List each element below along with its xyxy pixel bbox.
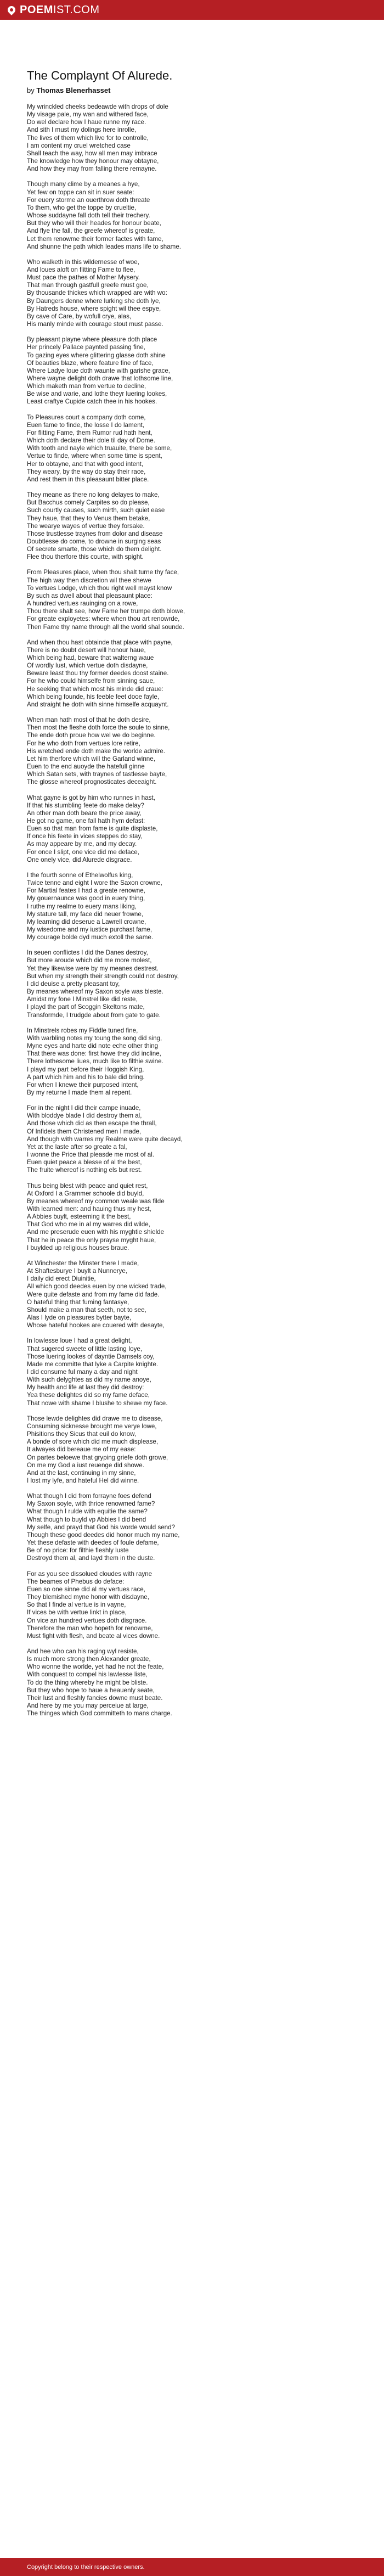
poem-line: Where wayne delight doth drawe that lothsome line,	[27, 375, 173, 382]
poem-line: Her to obtayne, and that with good intent,	[27, 460, 144, 468]
poem-line: Thus being blest with peace and quiet rest,	[27, 1182, 148, 1189]
poem-line: I playd my part before their Hoggish King,	[27, 1065, 144, 1073]
poem-line: But they who hope to haue a heauenly seate,	[27, 1686, 155, 1694]
poem-line: In lowlesse loue I had a great delight,	[27, 1337, 132, 1345]
poem-line: Then Fame thy name through all the world shal sounde.	[27, 623, 184, 631]
poem-line: My Saxon soyle, with thrice renowmed fame?	[27, 1500, 155, 1508]
poem-line: Least craftye Cupide catch thee in his hookes.	[27, 398, 157, 406]
poem-title: The Complaynt Of Alurede.	[27, 69, 173, 82]
poem-line: Must fight with flesh, and beate al vices downe.	[27, 1632, 160, 1640]
poem-line: By my returne I made them al repent.	[27, 1088, 132, 1096]
poem-line: Shall teach the way, how all men may imbrace	[27, 149, 157, 157]
poem-stanza	[27, 491, 356, 561]
poem-line: Let him therfore which will the Garland winne,	[27, 755, 155, 762]
poem-line: And flye the fall, the greefe whereof is greate,	[27, 227, 155, 235]
poem-line: At Winchester the Minster there I made,	[27, 1259, 139, 1267]
poem-line: Though many clime by a meanes a hye,	[27, 181, 140, 188]
poem-line: By meanes whereof my common weale was filde	[27, 1197, 165, 1205]
poem-line: On me my God a iust reuenge did showe.	[27, 1461, 144, 1469]
poem-line: Yet few on toppe can sit in suer seate:	[27, 188, 134, 196]
poem-line: Those lewde delightes did drawe me to disease,	[27, 1415, 163, 1422]
poem-line: Euen quiet peace a blesse of al the best,	[27, 1159, 142, 1166]
poem-line: They meane as there no long delayes to make,	[27, 491, 160, 499]
poem-line: There lothesome liues, much like to filthie swine.	[27, 1058, 163, 1065]
poem-line: With warbling notes my toung the song did sing,	[27, 1034, 162, 1042]
poem-line: A hundred vertues rauinging on a rowe,	[27, 600, 138, 608]
poem-stanza	[27, 1570, 356, 1640]
poem-line: My selfe, and prayd that God his worde would send?	[27, 1523, 176, 1531]
poem-line: It alwayes did bereaue me of my ease:	[27, 1446, 136, 1453]
poem-line: At Oxford I a Grammer schoole did buyld,	[27, 1189, 144, 1197]
poem-line: And sith I must my dolings here inrolle,	[27, 126, 137, 134]
poem-stanza	[27, 1337, 356, 1407]
poem-line: And here by me you may perceiue at large,	[27, 1702, 149, 1710]
poem-content	[27, 69, 356, 1725]
poem-line: And when thou hast obtainde that place with payne,	[27, 638, 173, 646]
poem-line: Those trustlesse traynes from dolor and disease	[27, 530, 163, 537]
poem-line: Which Satan sets, with traynes of tastlesse bayte,	[27, 771, 167, 778]
poem-line: Be wise and warie, and lothe theyr luering lookes,	[27, 390, 167, 398]
poem-line: Phisitions they Sicus that euil do know,	[27, 1430, 137, 1438]
poem-line: Of secrete smarte, those which do them delight.	[27, 546, 162, 553]
poem-line: Which maketh man from vertue to decline,	[27, 383, 146, 390]
poem-line: I daily did erect Diuinitie,	[27, 1275, 96, 1283]
poem-stanza	[27, 181, 356, 250]
poem-line: With bloddye blade I did destroy them al,	[27, 1112, 142, 1120]
poem-line: Their lust and fleshly fancies downe must beate.	[27, 1694, 163, 1702]
poem-line: Vertue to finde, where when some time is spent,	[27, 452, 162, 460]
poem-line: For as you see dissolued cloudes with rayne	[27, 1570, 153, 1578]
poem-line: Therefore the man who hopeth for renowme,	[27, 1624, 153, 1632]
poem-line: Do wel declare how I haue runne my race.	[27, 119, 146, 126]
poem-author[interactable]: Thomas Blenerhasset	[36, 86, 111, 94]
poem-line: But they who will their heades for honour beate,	[27, 220, 161, 227]
copyright-text: Copyright belong to their respective owners.	[27, 2563, 145, 2571]
poem-line: By thousande thickes which wrapped are with wo:	[27, 289, 167, 297]
poem-line: Let them renowme their former factes with fame,	[27, 235, 163, 243]
poem-line: Whose hateful hookes are couered with desayte,	[27, 1322, 165, 1329]
poem-line: For greate exployetes: where when thou art renowrde,	[27, 615, 180, 623]
poem-line: Of Infidels them Christened men I made,	[27, 1127, 142, 1135]
poem-line: And though with warres my Realme were quite decayd,	[27, 1135, 183, 1143]
map-pin-icon	[6, 4, 17, 15]
poem-line: Then most the fleshe doth force the soule to sinne,	[27, 724, 170, 732]
poem-line: And how they may from falling there remayne.	[27, 165, 157, 173]
poem-line: They weary, by the way do stay their race,	[27, 468, 146, 475]
poem-stanza	[27, 1104, 356, 1174]
poem-line: For once I slipt, one vice did me deface,	[27, 848, 139, 856]
poem-line: They haue, that they to Venus them betake,	[27, 514, 150, 522]
poem-line: All which good deedes euen by one wicked trade,	[27, 1283, 167, 1290]
poem-line: I lost my lyfe, and hateful Hel did winne.	[27, 1477, 139, 1484]
poem-stanza	[27, 872, 356, 941]
poem-line: I am content my cruel wretched case	[27, 142, 131, 149]
poem-line: What gayne is got by him who runnes in hast,	[27, 794, 155, 801]
poem-line: Transformde, I trudgde about from gate to gate.	[27, 1011, 161, 1019]
poem-line: O hateful thing that fuming fantasye,	[27, 1298, 129, 1306]
poem-line: Is much more strong then Alexander greate,	[27, 1655, 151, 1663]
poem-line: Whose suddayne fall doth tell their trechery.	[27, 212, 150, 220]
poem-line: With learned men: and hauing thus my hest,	[27, 1205, 151, 1213]
poem-line: Euen fame to finde, the losse I do lament,	[27, 421, 144, 429]
poem-line: My learning did deserue a Lawrell crowne,	[27, 918, 146, 925]
poem-line: On partes beloewe that gryping griefe doth growe,	[27, 1453, 168, 1461]
poem-line: Thou there shalt see, how Fame her trumpe doth blowe,	[27, 608, 185, 615]
poem-line: An other man doth beare the price away,	[27, 809, 142, 817]
poem-line: As may appeare by me, and my decay.	[27, 840, 137, 848]
poem-body	[27, 103, 356, 1718]
poem-line: My courage bolde dyd much extoll the same.	[27, 934, 154, 941]
site-footer	[0, 2558, 384, 2576]
poem-line: Who walketh in this wildernesse of woe,	[27, 258, 139, 266]
poem-line: What though I did from forrayne foes defend	[27, 1492, 151, 1500]
poem-line: The beames of Phebus do deface:	[27, 1578, 125, 1585]
poem-stanza	[27, 103, 356, 173]
poem-line: Euen to the end auoyde the hatefull ginne	[27, 763, 145, 771]
poem-line: And me preserude euen with his myghtie shielde	[27, 1228, 165, 1236]
poem-line: He got no game, one fall hath hym defast:	[27, 817, 145, 824]
poem-line: Made me committe that lyke a Carpite knighte.	[27, 1360, 159, 1368]
poem-line: The wearye wayes of vertue they forsake.	[27, 522, 145, 530]
poem-line: If that his stumbling feete do make delay?	[27, 801, 144, 809]
poem-line: With tooth and nayle which truauite, there be some,	[27, 445, 172, 452]
poem-line: There is no doubt desert will honour haue,	[27, 646, 146, 654]
poem-stanza	[27, 1027, 356, 1097]
poem-line: He seeking that which most his minde did craue:	[27, 685, 163, 693]
poem-line: By Hatreds house, where spight wil thee espye,	[27, 305, 161, 312]
poem-stanza	[27, 1415, 356, 1485]
poem-line: My gouernaunce was good in euery thing,	[27, 895, 145, 902]
poem-line: For when I knewe their purposed intent,	[27, 1081, 139, 1088]
poem-line: To gazing eyes where glittering glasse doth shine	[27, 351, 166, 359]
poem-stanza	[27, 1492, 356, 1562]
poem-stanza	[27, 1182, 356, 1252]
poem-line: So that I finde al vertue is in vayne,	[27, 1601, 126, 1609]
poem-line: Euen so one sinne did al my vertues race,	[27, 1585, 145, 1593]
byline-prefix: by	[27, 86, 35, 94]
poem-line: And loues aloft on flitting Fame to flee,	[27, 266, 135, 273]
poem-line: The fruite whereof is nothing els but rest.	[27, 1166, 142, 1174]
poem-line: I buylded up religious houses braue.	[27, 1244, 129, 1251]
poem-line: With conquest to compel his lawlesse liste,	[27, 1671, 148, 1679]
poem-line: Who wonne the worlde, yet had he not the feate,	[27, 1663, 164, 1671]
poem-line: And shunne the path which leades mans life to shame.	[27, 243, 182, 250]
poem-stanza	[27, 949, 356, 1019]
poem-line: His manly minde with courage stout must passe.	[27, 321, 163, 328]
poem-line: Doubtlesse do come, to drowne in surging seas	[27, 537, 161, 545]
poem-line: His wretched ende doth make the worlde admire.	[27, 747, 165, 755]
poem-line: By pleasant playne where pleasure doth place	[27, 336, 157, 344]
poem-line: Were quite defaste and from my fame did fade.	[27, 1290, 160, 1298]
poem-line: The glosse whereof prognosticates deceaight.	[27, 778, 157, 786]
poem-line: To vertues Lodge, which thou right well mayst know	[27, 584, 172, 592]
poem-line: I wonne the Price that pleasde me most of al.	[27, 1151, 154, 1159]
poem-line: To them, who get the toppe by crueltie,	[27, 204, 137, 211]
poem-line: By Daungers denne where lurking she doth lye,	[27, 297, 161, 305]
poem-line: Of wordly lust, which vertue doth disdayne,	[27, 662, 148, 670]
poem-line: Consuming sicknesse brought me verye lowe,	[27, 1422, 157, 1430]
poem-line: The knowledge how they honour may obtayne,	[27, 158, 159, 165]
poem-line: By cave of Care, by wofull crye, alas,	[27, 312, 132, 320]
poem-line: Which being founde, his feeble feet dooe fayle,	[27, 693, 160, 700]
poem-line: Such courtly causes, such mirth, such quiet ease	[27, 507, 165, 514]
poem-line: Euen so that man from fame is quite displaste,	[27, 825, 158, 833]
poem-line: I playd the part of Scoggin Skeltons mate,	[27, 1003, 145, 1011]
poem-line: Though these good deedes did honor much my name,	[27, 1531, 180, 1539]
poem-line: The thinges which God committeth to mans charge.	[27, 1710, 172, 1718]
poem-line: My stature tall, my face did neuer frowne,	[27, 910, 143, 918]
poem-stanza	[27, 639, 356, 709]
poem-line: For flitting Fame, them Rumor rud hath hent,	[27, 429, 153, 436]
poem-line: Yea these delightes did so my fame deface,	[27, 1391, 150, 1399]
poem-line: Which doth declare their dole til day of Dome.	[27, 437, 155, 445]
poem-line: To Pleasures court a company doth come,	[27, 413, 146, 421]
poem-line: Beware least thou thy former deedes doost staine.	[27, 670, 169, 677]
poem-line: By meanes whereof my Saxon soyle was bleste.	[27, 988, 163, 996]
poem-line: By such as dwell about that pleasaunt place:	[27, 592, 153, 599]
poem-line: Flee thou therfore this courte, with spight.	[27, 553, 144, 561]
poem-line: I did consume ful many a day and night	[27, 1368, 138, 1376]
poem-line: The lives of them which live for to controlle,	[27, 134, 149, 142]
poem-line: That sugered sweete of little lasting Ioye,	[27, 1345, 143, 1352]
poem-line: What though I rulde with equitie the same?	[27, 1508, 148, 1516]
poem-line: And rest them in this pleasaunt bitter place.	[27, 475, 149, 483]
poem-line: Must pace the pathes of Mother Mysery.	[27, 274, 140, 282]
poem-line: For in the night I did their campe inuade,	[27, 1104, 141, 1112]
poem-line: For he who doth from vertues lore retire,	[27, 739, 140, 747]
poem-stanza	[27, 414, 356, 484]
poem-line: For Martial feates I had a greate renowne,	[27, 887, 145, 895]
poem-line: What though to buyld vp Abbies I did bend	[27, 1516, 146, 1523]
poem-line: Yet at the laste after so greate a fal,	[27, 1143, 127, 1150]
poem-line: My wisedome and my iustice purchast fame,	[27, 926, 153, 933]
poem-line: Alas I lyde on pleasures bytter bayte,	[27, 1314, 132, 1322]
poem-line: That God who me in al my warres did wilde,	[27, 1221, 150, 1228]
poem-line: To do the thing whereby he might be bliste.	[27, 1679, 148, 1686]
poem-line: The ende doth proue how wel we do beginne.	[27, 732, 156, 739]
poem-line: Which being had, beware that walterng waue	[27, 654, 154, 661]
poem-stanza	[27, 1260, 356, 1329]
poem-line: Yet they likewise were by my meanes destrest.	[27, 964, 159, 972]
poem-stanza	[27, 716, 356, 786]
poem-line: And at the last, continuing in my sinne,	[27, 1469, 136, 1477]
poem-line: Twice tenne and eight I wore the Saxon crowne,	[27, 879, 162, 887]
poem-line: I ruthe my realme to euery mans liking,	[27, 902, 137, 910]
poem-line: And hee who can his raging wyl resiste,	[27, 1647, 139, 1655]
poem-line: Yet these defaste with deedes of foule defame,	[27, 1539, 159, 1547]
poem-line: My health and life at last they did destroy:	[27, 1384, 144, 1391]
poem-line: A part which him and his to bale did bring.	[27, 1073, 145, 1081]
poem-line: On vice an hundred vertues doth disgrace.	[27, 1617, 147, 1624]
poem-line: Amidst my fone I Minstrel like did reste,	[27, 996, 138, 1003]
poem-line: If once his feete in vices steppes do stay,	[27, 833, 143, 840]
poem-line: For euery storme an ouerthrow doth threate	[27, 196, 150, 204]
poem-stanza	[27, 1648, 356, 1718]
poem-line: Destroyd them al, and layd them in the duste.	[27, 1554, 155, 1562]
poem-line: Her princely Pallace paynted passing fine,	[27, 344, 145, 351]
poem-stanza	[27, 259, 356, 328]
poem-line: But more aroude which did me more molest,	[27, 957, 152, 964]
poem-stanza	[27, 794, 356, 864]
poem-line: They blemished myne honor with disdayne,	[27, 1593, 149, 1601]
poem-line: One onely vice, did Alurede disgrace.	[27, 856, 132, 863]
poem-line: A Abbies buylt, esteeming it the best,	[27, 1213, 131, 1221]
poem-line: That man through gastfull greefe must goe,	[27, 282, 149, 289]
poem-line: My visage pale, my wan and withered face,	[27, 111, 149, 119]
logo-text-thin: IST.COM	[53, 3, 100, 16]
poem-line: From Pleasures place, when thou shalt turne thy face,	[27, 569, 179, 576]
poem-line: That nowe with shame I blushe to shewe my face.	[27, 1399, 168, 1407]
poem-line: That there was done: first howe they did incline,	[27, 1050, 161, 1058]
poem-line: For he who could himselfe from sinning saue,	[27, 677, 155, 685]
poem-line: Those luering lookes of dayntie Damsels coy,	[27, 1352, 155, 1360]
poem-stanza	[27, 336, 356, 406]
poem-line: I did deuise a pretty pleasant toy,	[27, 980, 120, 987]
poem-line: If vices be with vertue linkt in place,	[27, 1609, 127, 1617]
poem-line: A bonde of sore which did me much displease,	[27, 1438, 159, 1446]
poem-line: That he in peace the only prayse myght haue,	[27, 1236, 156, 1244]
poem-line: Of beauties blaze, where feature fine of face,	[27, 359, 154, 367]
poem-line: I the fourth sonne of Ethelwolfus king,	[27, 871, 133, 879]
poem-stanza	[27, 569, 356, 631]
poem-line: With such delyghtes as did my name anoye,	[27, 1376, 151, 1384]
logo-text-bold: POEM	[20, 3, 53, 16]
poem-line: My wrinckled cheeks bedeawde with drops of dole	[27, 103, 168, 110]
poem-line: When man hath most of that he doth desire,	[27, 716, 151, 724]
poem-line: And those which did as then escape the thrall,	[27, 1120, 157, 1127]
site-logo[interactable]	[8, 4, 100, 16]
poem-line: And straight he doth with sinne himselfe acquaynt.	[27, 700, 169, 708]
poem-line: Where Ladye loue doth waunte with garishe grace,	[27, 367, 171, 374]
site-header	[0, 0, 384, 20]
poem-line: But when my strength their strength could not destroy,	[27, 972, 179, 980]
poem-line: Myne eyes and harte did note eche other thing	[27, 1042, 159, 1050]
poem-line: But Bacchus comely Carpites so do please,	[27, 499, 150, 507]
poem-line: In Minstrels robes my Fiddle tuned fine,	[27, 1026, 138, 1034]
poem-line: In seuen conflictes I did the Danes destroy,	[27, 949, 148, 957]
poem-line: Should make a man that seeth, not to see,	[27, 1306, 146, 1314]
poem-line: At Shaftesburye I buylt a Nunnerye,	[27, 1267, 128, 1275]
poem-line: Be of no price: for filthie fleshly luste	[27, 1547, 129, 1554]
poem-line: The high way then discretion wil thee shewe	[27, 576, 151, 584]
poem-byline	[27, 86, 356, 94]
